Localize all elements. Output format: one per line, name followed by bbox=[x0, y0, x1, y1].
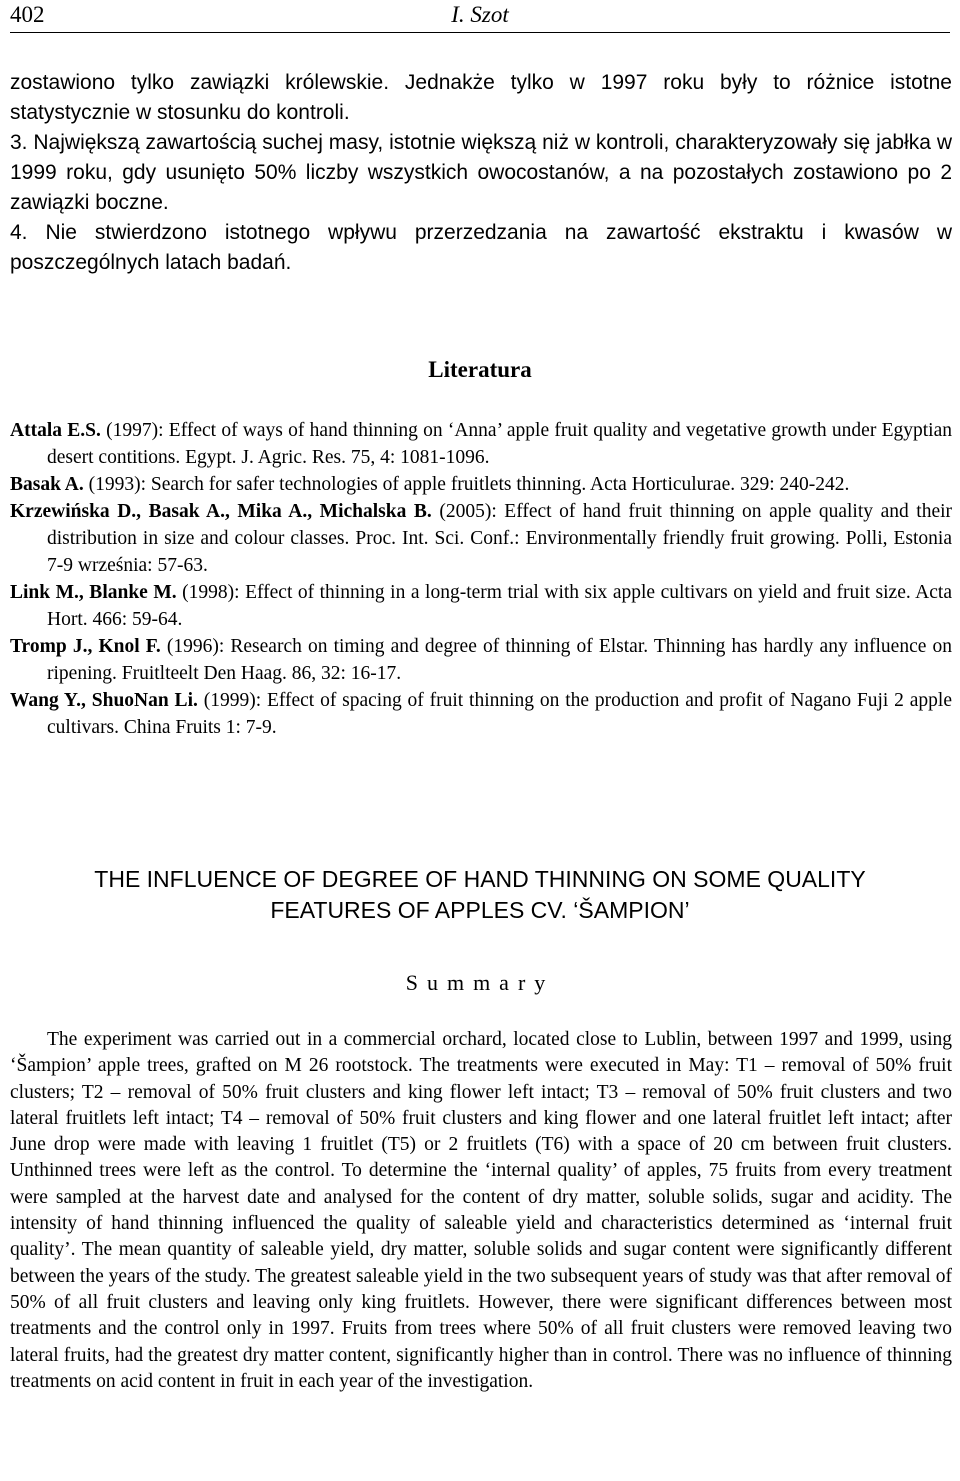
reference-item bbox=[10, 687, 952, 741]
page-number: 402 bbox=[10, 2, 45, 27]
reference-authors: Attala E.S. bbox=[10, 420, 101, 441]
reference-details: (1997): Effect of ways of hand thinning on ‘Anna’ apple fruit quality and vegetative growth under Egyptian desert contitions. Egypt. J. Agric. Res. 75, 4: 1081-1096. bbox=[47, 420, 952, 468]
reference-authors: Link M., Blanke M. bbox=[10, 582, 177, 603]
reference-authors: Krzewińska D., Basak A., Mika A., Michalska B. bbox=[10, 501, 432, 522]
running-title: I. Szot bbox=[451, 2, 509, 27]
summary-text: The experiment was carried out in a commercial orchard, located close to Lublin, between 1997 and 1999, using ‘Šampion’ apple trees, grafted on M 26 rootstock. The treatments were executed in May: T1 – removal of 50% fruit clusters; T2 – removal of 50% fruit clusters and king flower left intact; T3 – removal of 50% fruit clusters and two lateral fruitlets left intact; T4 – removal of 50% fruit clusters and king flower and one lateral fruitlet left intact; after June drop were made with leaving 1 fruitlet (T5) or 2 fruitlets (T6) with a space of 20 cm between fruit clusters. Unthinned trees were left as the control. To determine the ‘internal quality’ of apples, 75 fruits from every treatment were sampled at the harvest date and analysed for the content of dry matter, soluble solids, sugar and acidity. The intensity of hand thinning influenced the quality of saleable yield and characteristics determined as ‘internal fruit quality’. The mean quantity of saleable yield, dry matter, soluble solids and sugar content were significantly different between the years of the study. The greatest saleable yield in the two subsequent years of study was that after removal of 50% of all fruit clusters and leaving only king fruitlets. However, there were significant differences between most treatments and the control only in 1997. Fruits from trees where 50% of all fruit clusters were removed leaving two lateral fruits, had the greatest dry matter content, significantly higher than in control. There was no influence of thinning treatments on acid content in fruit in each year of the investigation. bbox=[10, 1029, 952, 1392]
reference-item bbox=[10, 498, 952, 579]
polish-conclusions bbox=[10, 68, 952, 278]
english-title-line: FEATURES OF APPLES CV. ‘ŠAMPION’ bbox=[270, 897, 690, 923]
reference-details: (1993): Search for safer technologies of apple fruitlets thinning. Acta Horticulurae. 329: 240-242. bbox=[83, 474, 850, 495]
reference-details: (2005): Effect of hand fruit thinning on apple quality and their distribution in size and colour classes. Proc. Int. Sci. Conf.: Environmentally friendly fruit growing. Polli, Estonia 7-9 września: 57-63. bbox=[47, 501, 953, 576]
reference-item bbox=[10, 471, 952, 498]
reference-item bbox=[10, 633, 952, 687]
english-title bbox=[0, 864, 960, 926]
reference-list bbox=[10, 417, 952, 741]
summary-heading: Summary bbox=[405, 970, 555, 995]
reference-item bbox=[10, 579, 952, 633]
running-header bbox=[10, 0, 950, 33]
english-title-line: THE INFLUENCE OF DEGREE OF HAND THINNING ON SOME QUALITY bbox=[94, 866, 866, 892]
literature-heading: Literatura bbox=[428, 357, 532, 382]
reference-details: (1996): Research on timing and degree of thinning of Elstar. Thinning has hardly any influence on ripening. Fruitlteelt Den Haag. 86, 32: 16-17. bbox=[47, 636, 952, 684]
reference-authors: Basak A. bbox=[10, 474, 84, 495]
conclusion-paragraph: 4. Nie stwierdzono istotnego wpływu przerzedzania na zawartość ekstraktu i kwasów w poszczególnych latach badań. bbox=[10, 221, 952, 274]
conclusion-paragraph: 3. Największą zawartością suchej masy, istotnie większą niż w kontroli, charakteryzowały się jabłka w 1999 roku, gdy usunięto 50% liczby wszystkich owocostanów, a na pozostałych zostawiono po 2 zawiązki boczne. bbox=[10, 131, 952, 214]
conclusion-paragraph: zostawiono tylko zawiązki królewskie. Jednakże tylko w 1997 roku były to różnice istotne statystycznie w stosunku do kontroli. bbox=[10, 71, 952, 124]
reference-details: (1998): Effect of thinning in a long-term trial with six apple cultivars on yield and fruit size. Acta Hort. 466: 59-64. bbox=[47, 582, 952, 630]
reference-authors: Tromp J., Knol F. bbox=[10, 636, 161, 657]
reference-authors: Wang Y., ShuoNan Li. bbox=[10, 690, 198, 711]
reference-item bbox=[10, 417, 952, 471]
reference-details: (1999): Effect of spacing of fruit thinning on the production and profit of Nagano Fuji 2 apple cultivars. China Fruits 1: 7-9. bbox=[47, 690, 953, 738]
